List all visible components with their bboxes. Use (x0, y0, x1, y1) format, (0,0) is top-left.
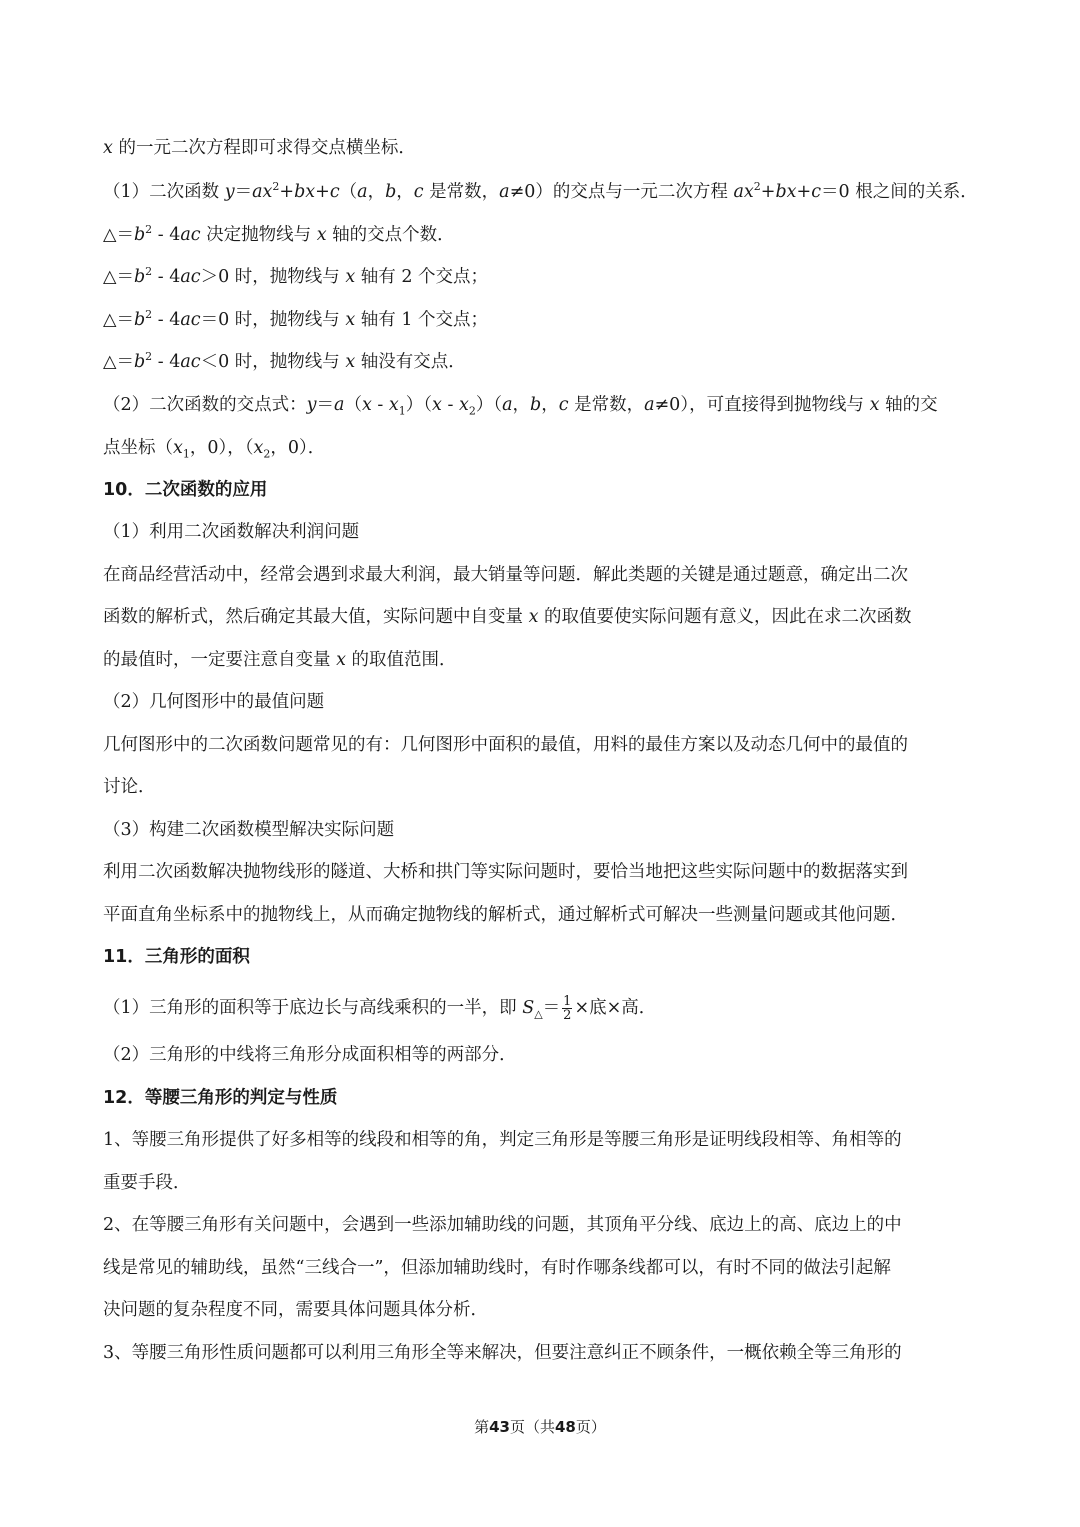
text: - (441, 395, 459, 415)
text-line-19: 平面直角坐标系中的抛物线上，从而确定抛物线的解析式，通过解析式可解决一些测量问题或其他问题． (103, 905, 908, 925)
text-line-21: （2）三角形的中线将三角形分成面积相等的两部分． (103, 1045, 517, 1065)
var-x: x (103, 138, 113, 158)
text: 轴的交 (879, 395, 938, 415)
var: b (133, 225, 146, 245)
footer-text: 页（共 (509, 1418, 555, 1436)
text-line-20 (103, 990, 983, 1026)
var: b (133, 352, 146, 372)
text: ＝0 根之间的关系． (821, 182, 978, 202)
text-line-23: 重要手段． (103, 1173, 191, 1193)
text: - 4 (152, 352, 181, 372)
var: ac (180, 310, 201, 330)
text: + (796, 182, 812, 202)
var: c (811, 182, 821, 202)
footer-text: 页） (575, 1418, 606, 1436)
text: ＝0 时，抛物线与 (200, 310, 346, 330)
subscript: 2 (263, 447, 271, 461)
subscript: 2 (468, 404, 476, 418)
text: ＝ (234, 182, 253, 202)
var: x (869, 395, 880, 415)
text-line-25: 线是常见的辅助线，虽然“三线合一”，但添加辅助线时，有时作哪条线都可以，有时不同的做法引起解 (103, 1258, 891, 1278)
text: - 4 (152, 310, 181, 330)
var: x (173, 438, 183, 458)
var: ac (180, 352, 201, 372)
subscript: 1 (398, 404, 406, 418)
text-line-2 (103, 177, 983, 207)
var: c (558, 395, 569, 415)
var: S (522, 998, 535, 1018)
text: △＝ (103, 310, 134, 330)
text: （2）二次函数的交点式： (103, 395, 307, 415)
text: 的取值要使实际问题有意义，因此在求二次函数 (538, 607, 912, 627)
text: + (315, 182, 330, 202)
var: a (499, 182, 510, 202)
var: ax (252, 182, 273, 202)
section-heading-11: 11．三角形的面积 (103, 947, 250, 967)
text-line-1 (103, 133, 983, 163)
var: ac (180, 225, 201, 245)
var: x (528, 607, 539, 627)
text: 轴没有交点． (355, 352, 466, 372)
text-line-17: （3）构建二次函数模型解决实际问题 (103, 820, 395, 840)
text: - (371, 395, 389, 415)
text-line-11: 在商品经营活动中，经常会遇到求最大利润，最大销量等问题．解此类题的关键是通过题意，确定出二次 (103, 565, 908, 585)
footer-text: 第 (474, 1418, 490, 1436)
text-line-24: 2、在等腰三角形有关问题中，会遇到一些添加辅助线的问题，其顶角平分线、底边上的高、底边上的中 (103, 1215, 902, 1235)
var: y (224, 182, 235, 202)
text-line-12 (103, 602, 983, 632)
text: △＝ (103, 267, 134, 287)
text-line-16: 讨论． (103, 777, 156, 797)
text: ， (367, 182, 386, 202)
text: ）（ (475, 395, 503, 415)
text: 函数的解析式，然后确定其最大值，实际问题中自变量 (103, 607, 529, 627)
text-line-13 (103, 645, 983, 675)
exponent: 2 (753, 180, 761, 194)
var: x (316, 225, 327, 245)
text: 轴的交点个数． (326, 225, 455, 245)
var: x (345, 310, 356, 330)
exponent: 2 (145, 308, 153, 322)
text: 决定抛物线与 (200, 225, 317, 245)
page-number: 43 (489, 1418, 510, 1436)
var: a (334, 395, 345, 415)
var: x (253, 438, 264, 458)
text: ×底×高． (574, 998, 657, 1018)
var: x (388, 395, 399, 415)
text-line-8 (103, 433, 983, 463)
var: ax (733, 182, 754, 202)
exponent: 2 (145, 350, 153, 364)
total-pages: 48 (555, 1418, 576, 1436)
var: bx (294, 182, 316, 202)
text-line-4 (103, 262, 983, 292)
var: c (329, 182, 340, 202)
text: ≠0）的交点与一元二次方程 (509, 182, 734, 202)
text: ＞0 时，抛物线与 (200, 267, 346, 287)
var: x (458, 395, 469, 415)
fraction-numerator: 1 (563, 994, 572, 1009)
text: △＝ (103, 225, 134, 245)
text-line-15: 几何图形中的二次函数问题常见的有：几何图形中面积的最值，用料的最佳方案以及动态几何中的最值的 (103, 735, 908, 755)
fraction-denominator: 2 (563, 1008, 572, 1023)
var: x (345, 267, 356, 287)
var: x (336, 650, 346, 670)
text: ，0），（ (189, 438, 254, 458)
text: （ (339, 182, 358, 202)
text: 的取值范围． (345, 650, 457, 670)
text: 的一元二次方程即可求得交点横坐标． (112, 138, 416, 158)
text: 的最值时，一定要注意自变量 (103, 650, 337, 670)
var: b (385, 182, 397, 202)
var: b (133, 310, 146, 330)
text-line-3 (103, 220, 983, 250)
text: （1）三角形的面积等于底边长与高线乘积的一半，即 (103, 998, 523, 1018)
text: ＝ (542, 998, 561, 1018)
text: 轴有 2 个交点； (355, 267, 489, 287)
text-line-7 (103, 390, 983, 420)
var: x (361, 395, 372, 415)
var: y (306, 395, 317, 415)
text: - 4 (152, 225, 181, 245)
text: ＜0 时，抛物线与 (200, 352, 346, 372)
var: b (133, 267, 146, 287)
text: （1）二次函数 (103, 182, 225, 202)
var: x (432, 395, 442, 415)
text: + (279, 182, 295, 202)
subscript: 1 (182, 447, 190, 461)
text: ， (541, 395, 559, 415)
text: + (760, 182, 776, 202)
text-line-27: 3、等腰三角形性质问题都可以利用三角形全等来解决，但要注意纠正不顾条件，一概依赖全等三角形的 (103, 1343, 902, 1363)
exponent: 2 (145, 223, 153, 237)
text: 轴有 1 个交点； (355, 310, 489, 330)
text-line-26: 决问题的复杂程度不同，需要具体问题具体分析． (103, 1300, 488, 1320)
text: ≠0），可直接得到抛物线与 (654, 395, 870, 415)
fraction (562, 995, 572, 1022)
text: 是常数， (568, 395, 645, 415)
text: ， (512, 395, 530, 415)
text: ＝ (316, 395, 335, 415)
var: a (357, 182, 368, 202)
text: 点坐标（ (103, 438, 173, 458)
var: c (413, 182, 424, 202)
text: 是常数， (423, 182, 500, 202)
page-footer (0, 1414, 1080, 1440)
text: △＝ (103, 352, 134, 372)
text-line-6 (103, 347, 983, 377)
text: （ (344, 395, 362, 415)
var: ac (180, 267, 201, 287)
section-heading-10: 10．二次函数的应用 (103, 480, 268, 500)
var: x (345, 352, 356, 372)
exponent: 2 (272, 180, 280, 194)
text-line-18: 利用二次函数解决抛物线形的隧道、大桥和拱门等实际问题时，要恰当地把这些实际问题中的数据落实到 (103, 862, 908, 882)
text-line-22: 1、等腰三角形提供了好多相等的线段和相等的角，判定三角形是等腰三角形是证明线段相等、角相等的 (103, 1130, 902, 1150)
var: a (502, 395, 513, 415)
text: - 4 (152, 267, 181, 287)
text-line-5 (103, 305, 983, 335)
text-line-10: （1）利用二次函数解决利润问题 (103, 522, 360, 542)
text: ，0）． (270, 438, 326, 458)
var: bx (775, 182, 797, 202)
text-line-14: （2）几何图形中的最值问题 (103, 692, 325, 712)
exponent: 2 (145, 265, 153, 279)
var: b (530, 395, 542, 415)
text: ）（ (405, 395, 433, 415)
section-heading-12: 12．等腰三角形的判定与性质 (103, 1088, 338, 1108)
text: ， (396, 182, 414, 202)
var: a (644, 395, 655, 415)
subscript: △ (534, 1007, 543, 1021)
